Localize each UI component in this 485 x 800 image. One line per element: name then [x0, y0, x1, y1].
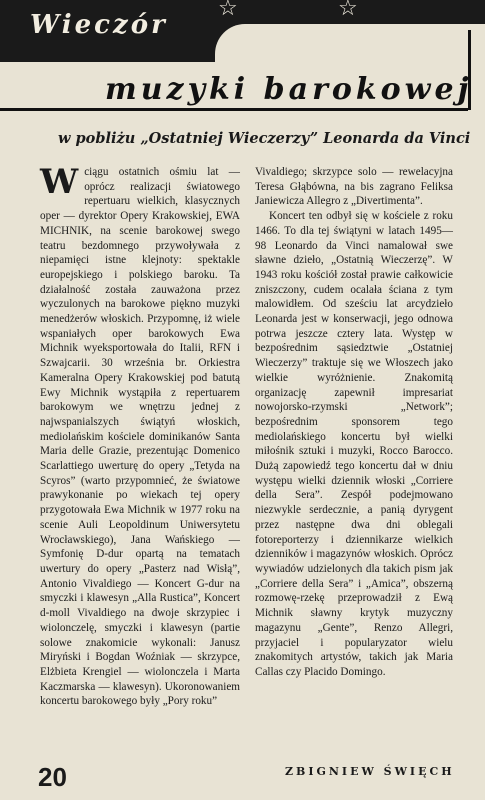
star-icon: ☆: [218, 0, 238, 21]
article-paragraph: Koncert ten odbył się w kościele z roku 1466. To dla tej świątyni w latach 1495—98 Leonardo da Vinci namalował swe sławne dzieło, „Ostatnią Wieczerzę”. W 1943 roku kościół został prawie całkowicie zniszczony, cudem ocalała ściana z tym malowidłem. Od sześciu lat arcydzieło Leonarda jest w konserwacji, jego odnowa potrwa jeszcze cztery lata. Występ w bezpośrednim sąsiedztwie „Ostatniej Wieczerzy” traktuje się we Włoszech jako wielkie wyróżnienie. Znakomitą organizację zapewnił impresariat nowojorsko-rzymski „Network”; bezpośrednim sponsorem tego mediolańskiego koncertu był wielki miłośnik sztuki i muzyki, Rocco Barocco. Dużą zapowiedź tego koncertu dał w dniu występu wielki dziennik włoski „Corriere della Sera”. Zespół podejmowano niezwykle serdecznie, a panią dyrygent przez następne dwa dni oblegali fotoreporterzy i dziennikarze wielkich dzienników i magazynów włoskich. Oprócz wywiadów udzielonych dla takich pism jak „Corriere della Sera” i „Amica”, obszerną rozmowę-rzekę przeprowadził z Ewą Michnik sławny krytyk muzyczny magazynu „Gente”, Renzo Allegri, przyjaciel i popularyzator wielu znakomitych artystów, takich jak Maria Callas czy Placido Domingo.: [255, 210, 453, 678]
star-icon: ☆: [338, 0, 358, 21]
article-column-left: [40, 162, 240, 709]
author-byline: ZBIGNIEW ŚWIĘCH: [285, 765, 455, 778]
page-number: 20: [38, 762, 67, 792]
article-column-right: [255, 165, 453, 680]
drop-cap: W: [40, 162, 79, 202]
title-line-1: Wieczór: [30, 10, 168, 40]
title-underline: [0, 108, 468, 111]
article-subtitle: w pobliżu „Ostatniej Wieczerzy” Leonarda da Vinci: [58, 130, 471, 147]
article-paragraph: ciągu ostatnich ośmiu lat — oprócz realizacji światowego repertuaru wielkich, klasycznych oper — dyrektor Opery Krakowskiej, EWA MICHNIK, na scenie barokowej swego teatru bezdomnego przywoływała z niepamięci istne klejnoty: spektakle europejskiego i polskiego baroku. Ta działalność została zauważona przez wyczulonych na barokowe piękno muzyki menedżerów włoskich. Przypomnę, iż wiele wspaniałych oper barokowych Ewa Michnik wyeksportowała do Italii, RFN i Szwajcarii. 30 września br. Orkiestra Kameralna Opery Krakowskiej pod batutą Ewy Michnik wystąpiła z repertuarem barokowym we wnętrzu jednej z najwspanialszych świątyń włoskich, mediolańskim kościele dominikanów Santa Maria delle Grazie, prezentując Domenico Scarlattiego uwerturę do opery „Tetyda na Scyros” (warto przypomnieć, że światowe prawykonanie po wiekach tej opery przygotowała Ewa Michnik w 1977 roku na scenie Auli Leopoldinum Uniwersytetu Wrocławskiego), Jana Wańskiego — Symfonię D-dur opartą na tematach uwertury do opery „Pasterz nad Wisłą”, Antonio Vivaldiego — Koncert G-dur na smyczki i klawesyn „Alla Rustica”, Koncert d-moll Vivaldiego na dwoje skrzypiec i wiolonczelę, smyczki i klawesyn (partie solowe znakomicie wykonali: Janusz Miryński i Bogdan Woźniak — skrzypce, Elżbieta Krengiel — wiolonczela i Marta Kaczmarska — klawesyn). Ukoronowaniem koncertu barokowego były „Pory roku”: [40, 166, 240, 708]
title-line-2: muzyki barokowej: [105, 72, 473, 107]
article-paragraph: Vivaldiego; skrzypce solo — rewelacyjna Teresa Głąbówna, na bis zagrano Feliksa Janiewicza Allegro z „Divertimenta”.: [255, 166, 453, 208]
